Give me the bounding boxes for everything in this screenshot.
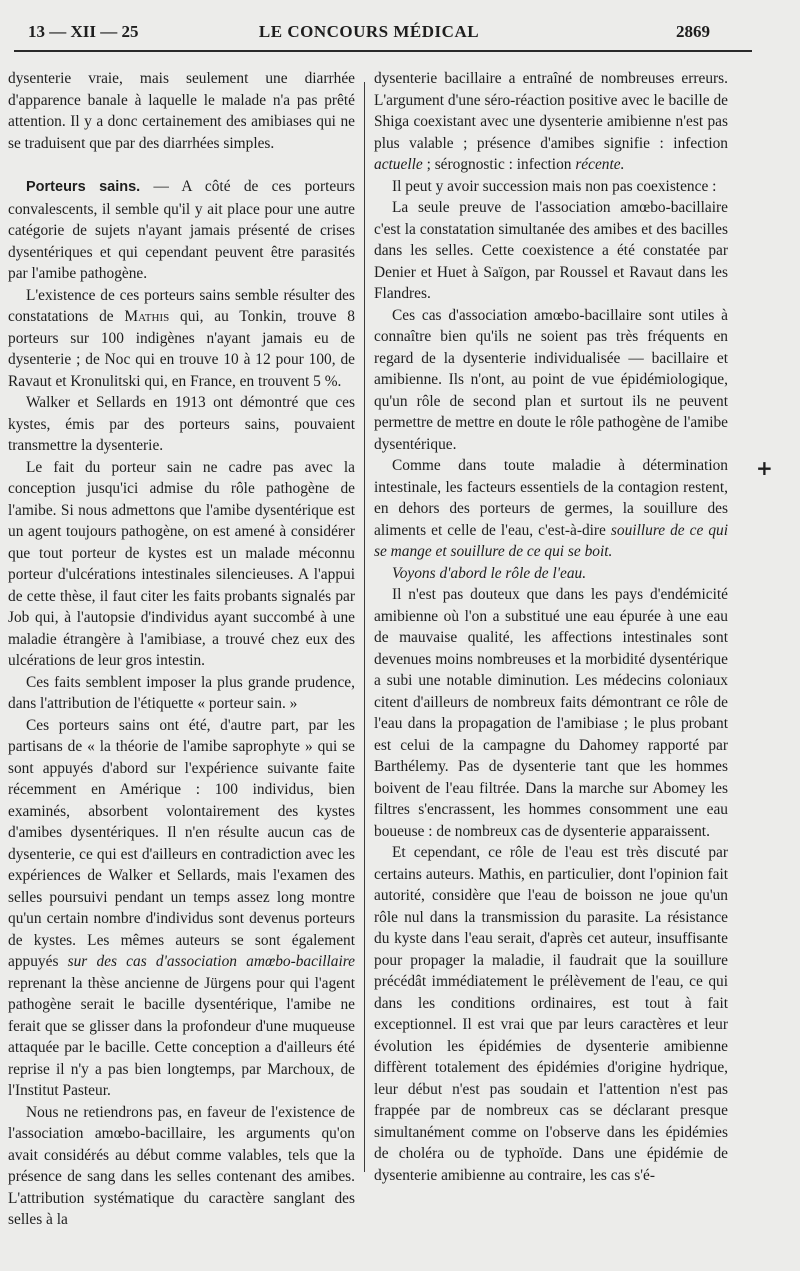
- right-column: [374, 68, 728, 1263]
- running-header: [28, 22, 710, 46]
- subheading: Voyons d'abord le rôle de l'eau.: [392, 564, 587, 582]
- paragraph: Comme dans toute maladie à détermination intestinale, les facteurs essentiels de la contagion restent, en dehors des porteurs de germes, la souillure des aliments et celle de l'eau, c'est-à-dire souillure de ce qui se mange et souillure de ce qui se boit.: [374, 457, 728, 560]
- journal-title: LE CONCOURS MÉDICAL: [258, 22, 480, 41]
- paragraph: Ces porteurs sains ont été, d'autre part, par les partisans de « la théorie de l'amibe saprophyte » qui se sont appuyés d'abord sur l'expérience suivante faite récemment en Amérique : 100 individus, bien examinés, absorbent volontairement des kystes d'amibes dysentériques. Il n'en résulte aucun cas de dysenterie, ce qui est d'ailleurs en contradiction avec les expériences de Walker et Sellards, mais l'examen des selles poursuivi pendant un temps assez long montre qu'un certain nombre d'individus sont devenus porteurs de kystes. Les mêmes auteurs se sont également appuyés sur des cas d'association amœbo-bacillaire reprenant la thèse ancienne de Jürgens pour qui l'agent pathogène serait le bacille dysentérique, l'amibe ne ferait que se glisser dans la profondeur d'une muqueuse attaquée par le bacille. Cette conception a d'ailleurs été reprise il n'y a pas bien longtemps, par Marchoux, de l'Institut Pasteur.: [8, 716, 355, 1099]
- margin-mark: +: [756, 456, 773, 480]
- paragraph: Nous ne retiendrons pas, en faveur de l'existence de l'association amœbo-bacillaire, les arguments qu'on avait considérés au début comme valables, tels que la présence de sang dans les selles contenant des amibes. L'attribution systématique du caractère sanglant des selles à la: [8, 1103, 355, 1228]
- paragraph: Il peut y avoir succession mais non pas coexistence :: [392, 177, 717, 195]
- paragraph: Le fait du porteur sain ne cadre pas avec la conception jusqu'ici admise du rôle pathogène de l'amibe. Si nous admettons que l'amibe dysentérique est un agent toujours pathogène, on est amené à considérer que tout porteur de kystes est un malade méconnu porteur d'ulcérations intestinales silencieuses. A l'appui de cette thèse, il faut citer les faits probants signalés par Job qui, à l'autopsie d'individus ayant succombé à une maladie étrangère à l'amibiase, a trouvé chez eux des ulcérations de leur gros intestin.: [8, 458, 355, 669]
- column-divider: [364, 82, 365, 1172]
- paragraph: Ces faits semblent imposer la plus grande prudence, dans l'attribution de l'étiquette « porteur sain. »: [8, 673, 355, 712]
- paragraph: dysenterie bacillaire a entraîné de nombreuses erreurs. L'argument d'une séro-réaction positive avec le bacille de Shiga coexistant avec une dysenterie amibienne n'est pas plus valable ; présence d'amibes signifie : infection actuelle ; sérognostic : infection récente.: [374, 70, 728, 173]
- paragraph: Il n'est pas douteux que dans les pays d'endémicité amibienne où l'on a substitué une eau épurée à une eau de mauvaise qualité, les affections intestinales sont devenues moins nombreuses et la morbidité dysentérique a subi une notable diminution. Les médecins coloniaux citent d'ailleurs de nombreux faits démontrant ce rôle de l'eau dans la propagation de l'amibiase ; le plus probant est celui de la campagne du Dahomey rapporté par Barthélemy. Pas de dysenterie tant que les hommes boivent de l'eau filtrée. Dans la marche sur Abomey les filtres s'encrassent, les hommes consomment une eau boueuse : de nombreux cas de dysenterie apparaissent.: [374, 586, 728, 840]
- paragraph: Ces cas d'association amœbo-bacillaire sont utiles à connaître bien qu'ils ne soient pas très fréquents en regard de la dysenterie individualisée — bacillaire et amibienne. Ils n'ont, au point de vue épidémiologique, qu'un rôle de second plan et surtout ils ne peuvent permettre de mettre en doute le rôle pathogène de l'amibe dysentérique.: [374, 306, 728, 453]
- paragraph: Et cependant, ce rôle de l'eau est très discuté par certains auteurs. Mathis, en particulier, dont l'opinion fait autorité, considère que l'eau de boisson ne joue qu'un rôle nul dans la transmission du parasite. La résistance du kyste dans l'eau serait, d'après cet auteur, insuffisante pour propager la maladie, il faudrait que la souillure précédât immédiatement le prélèvement de l'eau, ce qui dans les conditions ordinaires, est tout à fait exceptionnel. Il est vrai que par leurs caractères et leur évolution les épidémies de dysenterie amibienne diffèrent totalement des épidémies d'origine hydrique, leur début n'est pas soudain et l'attention n'est pas frappée par de nombreux cas se déclarant presque simultanément comme on l'observe dans les épidémies de choléra ou de typhoïde. Dans une épidémie de dysenterie amibienne au contraire, les cas s'é-: [374, 844, 728, 1184]
- page-number: 2869: [676, 22, 710, 41]
- section-heading: Porteurs sains.: [26, 179, 141, 195]
- author-name: Mathis: [124, 308, 170, 325]
- issue-date: 13 — XII — 25: [28, 22, 139, 41]
- paragraph: La seule preuve de l'association amœbo-bacillaire c'est la constatation simultanée des amibes et des bacilles dans les selles. Cette coexistence a été constatée par Denier et Huet à Saïgon, par Roussel et Ravaut dans les Flandres.: [374, 199, 728, 302]
- paragraph: Walker et Sellards en 1913 ont démontré que ces kystes, émis par des porteurs sains, pouvaient transmettre la dysenterie.: [8, 394, 355, 454]
- paragraph: dysenterie vraie, mais seulement une diarrhée d'apparence banale à laquelle le malade n'a pas prêté attention. Il y a donc certainement des amibiases qui ne se traduisent que par des diarrhées simples.: [8, 70, 355, 152]
- left-column: [8, 68, 355, 1263]
- paragraph: L'existence de ces porteurs sains semble résulter des constatations de Mathis qui, au Tonkin, trouve 8 porteurs sur 100 indigènes n'ayant jamais eu de dysenterie ; de Noc qui en trouve 10 à 12 pour 100, de Ravaut et Kronulitski qui, en France, en trouvent 5 %.: [8, 286, 355, 390]
- paragraph-porteurs-sains: Porteurs sains. — A côté de ces porteurs convalescents, il semble qu'il y ait place pour une autre catégorie de sujets n'ayant jamais présenté de crises dysentériques et qui cependant peuvent être parasités par l'amibe pathogène.: [8, 178, 355, 282]
- header-rule: [14, 50, 752, 52]
